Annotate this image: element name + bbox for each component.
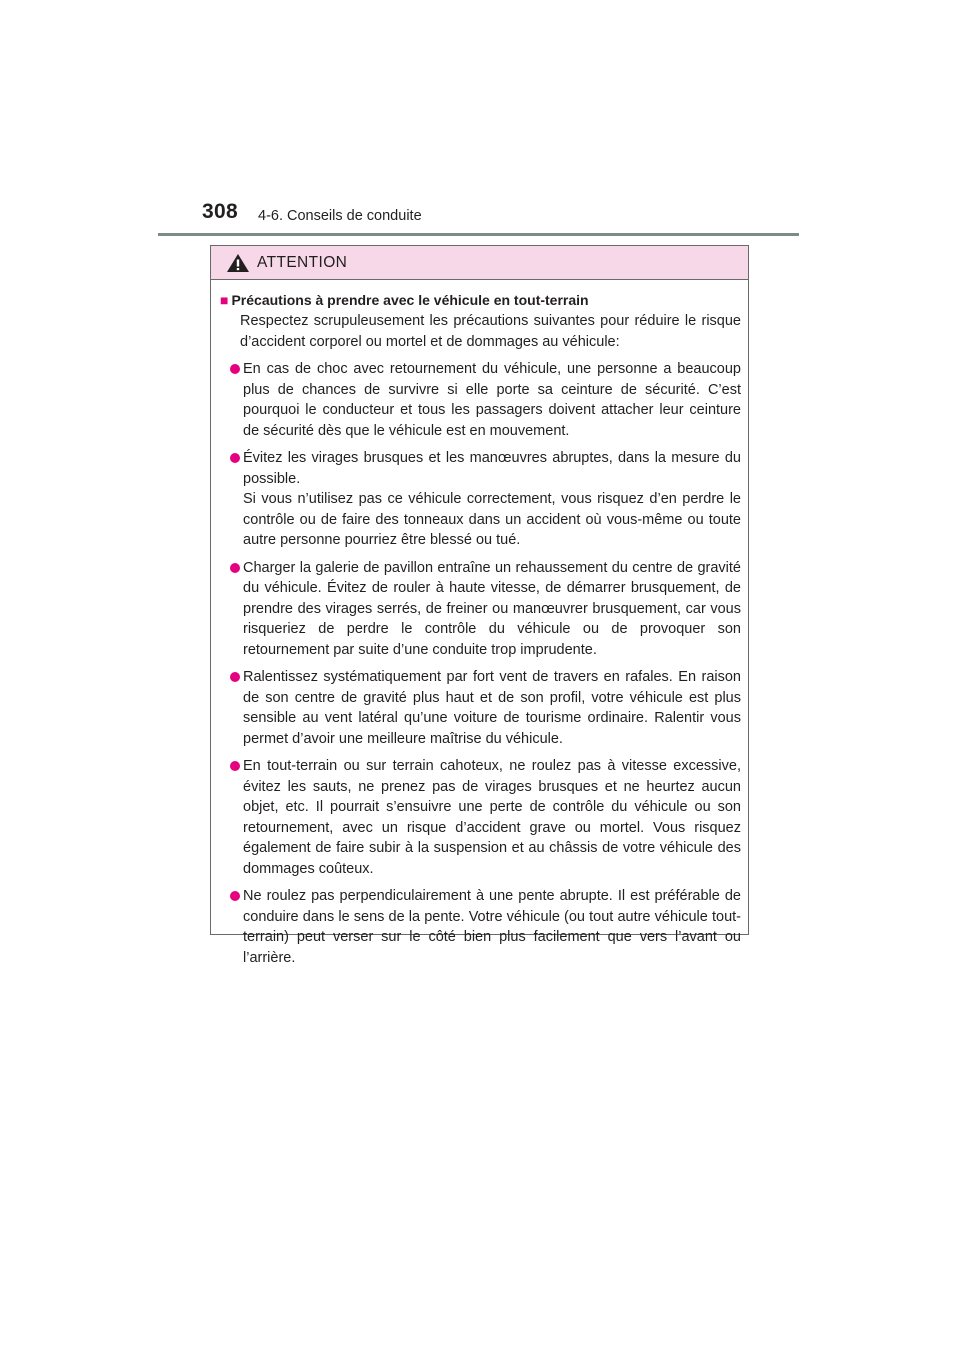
square-bullet-icon: ■	[220, 292, 229, 308]
list-item-paragraph: Ne roulez pas perpendiculairement à une pente abrupte. Il est préférable de conduire dans le sens de la pente. Votre véhicule (ou tout autre véhicule tout-terrain) peut verser sur le côté bien plus facilement que vers l’avant ou l’arrière.	[243, 888, 741, 966]
warning-intro: Respectez scrupuleusement les précautions suivantes pour réduire le risque d’accident corporel ou mortel et de dommages au véhicule:	[240, 313, 741, 350]
list-item	[230, 558, 741, 661]
bullet-dot-icon	[230, 891, 240, 901]
list-item	[230, 448, 741, 551]
list-item-text	[243, 448, 741, 551]
bullet-dot-icon	[230, 672, 240, 682]
bullet-dot-icon	[230, 453, 240, 463]
list-item-paragraph: En cas de choc avec retournement du véhicule, une personne a beaucoup plus de chances de survivre si elle porte sa ceinture de sécurité. C’est pourquoi le conducteur et tous les passagers doivent attacher leur ceinture de sécurité dès que le véhicule est en mouvement.	[243, 361, 741, 439]
warning-triangle-icon	[226, 253, 250, 273]
list-item-paragraph: En tout-terrain ou sur terrain cahoteux, ne roulez pas à vitesse excessive, évitez les sauts, ne prenez pas de virages brusques et ne heurtez aucun objet, etc. Il pourrait s’ensuivre une perte de contrôle du véhicule ou son retournement, avec un risque d’accident grave ou mortel. Vous risquez également de faire subir à la suspension et au châssis de votre véhicule des dommages coûteux.	[243, 758, 741, 877]
warning-box	[210, 245, 749, 966]
list-item-text	[243, 558, 741, 661]
list-item-paragraph: Évitez les virages brusques et les manœuvres abruptes, dans la mesure du possible.	[243, 450, 741, 487]
list-item	[230, 756, 741, 879]
warning-content	[211, 280, 748, 968]
list-item-text	[243, 886, 741, 968]
warning-subheading-text: Précautions à prendre avec le véhicule en tout-terrain	[231, 292, 589, 308]
page-number: 308	[202, 200, 238, 223]
list-item-paragraph: Si vous n’utilisez pas ce véhicule correctement, vous risquez d’en perdre le contrôle ou de faire des tonneaux dans un accident où vous-même ou toute autre personne pourriez être blessé ou tué.	[243, 491, 741, 548]
bullet-dot-icon	[230, 761, 240, 771]
list-item-text	[243, 667, 741, 749]
bullet-dot-icon	[230, 364, 240, 374]
header-rule	[158, 233, 799, 236]
list-item-paragraph: Charger la galerie de pavillon entraîne un rehaussement du centre de gravité du véhicule. Évitez de rouler à haute vitesse, de démarrer brusquement, de prendre des virages serrés, de freiner ou manœuvrer brusquement, car vous risqueriez de perdre le contrôle du véhicule ou de provoquer son retournement par suite d’une conduite trop imprudente.	[243, 559, 741, 658]
warning-subheading	[220, 290, 741, 310]
list-item-text	[243, 756, 741, 879]
list-item	[230, 667, 741, 749]
bullet-dot-icon	[230, 563, 240, 573]
section-title: 4-6. Conseils de conduite	[258, 208, 422, 224]
warning-header	[211, 246, 748, 280]
list-item-paragraph: Ralentissez systématiquement par fort vent de travers en rafales. En raison de son centre de gravité plus haut et de son profil, votre véhicule est plus sensible au vent latéral qu’une voiture de tourisme ordinaire. Ralentir vous permet d’avoir une meilleure maîtrise du véhicule.	[243, 669, 741, 747]
list-item	[230, 886, 741, 968]
list-item	[230, 359, 741, 441]
list-item-text	[243, 359, 741, 441]
warning-label: ATTENTION	[257, 253, 348, 271]
